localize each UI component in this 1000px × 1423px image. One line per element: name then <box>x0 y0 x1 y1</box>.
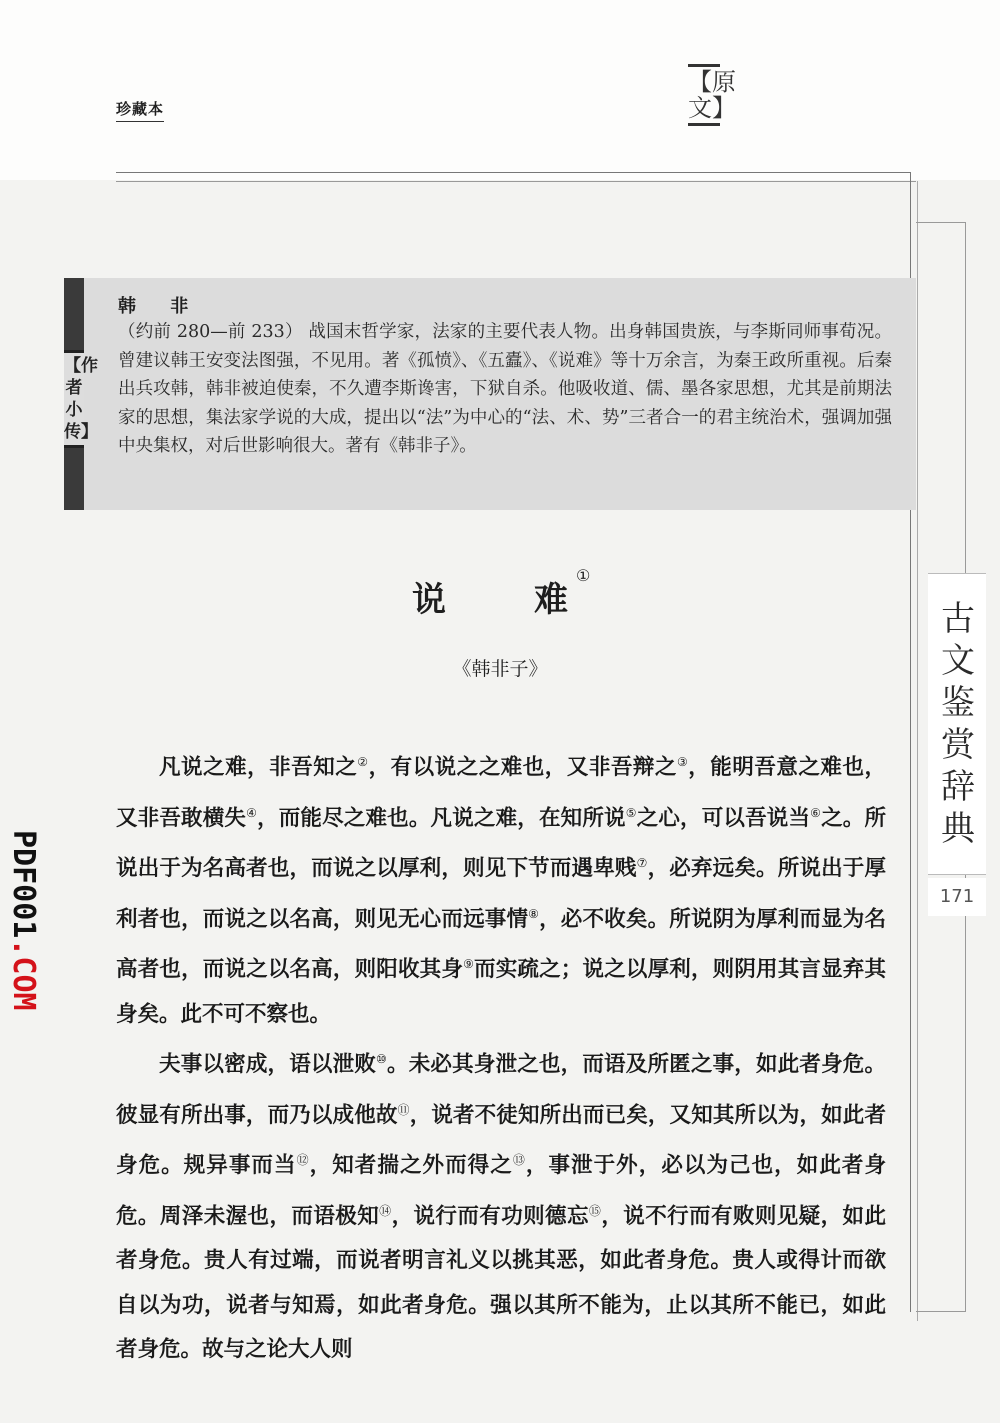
page-number: 171 <box>928 878 986 916</box>
article-source: 《韩非子》 <box>452 658 548 680</box>
footnote-marker: ③ <box>676 755 689 769</box>
text-run: 之心，可以吾说当 <box>636 805 811 831</box>
frame-line <box>116 172 910 173</box>
text-run: ，说行而有功则德忘 <box>391 1203 589 1229</box>
watermark-prefix: PDF001 <box>6 830 41 939</box>
text-run: ，能明吾意之难也，又非吾敢横失 <box>116 755 886 831</box>
frame-line <box>916 1311 966 1312</box>
author-bio-text: （约前 280—前 233） 战国末哲学家，法家的主要代表人物。出身韩国贵族，与李斯同师事荀况。曾建议韩王安变法图强，不见用。著《孤愤》、《五蠹》、《说难》等十万余言，为秦王政所重视。后秦出兵攻韩，韩非被迫使秦，不久遭李斯谗害，下狱自杀。他吸收道、儒、墨各家思想，尤其是前期法家的思想，集法家学说的大成，提出以“法”为中心的“法、术、势”三者合一的君主统治术，强调加强中央集权，对后世影响很大。著有《韩非子》。 <box>118 322 892 456</box>
text-run: 夫事以密成，语以泄败 <box>159 1052 377 1077</box>
text-run: ，知者揣之外而得之 <box>309 1153 513 1178</box>
article-body <box>116 740 886 1373</box>
text-run: ，事泄于外，必以为己也，如此者身危。周泽未渥也，而语极知 <box>116 1153 886 1229</box>
section-tab: 【原文】 <box>688 64 720 126</box>
footnote-marker: ⑫ <box>296 1153 310 1167</box>
text-run: ，必弃远矣。所说出于厚利者也，而说之以名高，则见无心而远事情 <box>116 856 886 932</box>
footnote-marker: ⑨ <box>463 957 475 971</box>
article-title <box>380 566 620 632</box>
body-paragraph <box>116 740 886 1037</box>
author-name: 韩 非 <box>118 296 203 317</box>
text-run: ，有以说之之难也，又非吾辩之 <box>368 755 677 780</box>
text-run: ，而能尽之难也。凡说之难，在知所说 <box>257 805 626 831</box>
title-footnote-marker: ① <box>576 566 591 585</box>
footnote-marker: ⑧ <box>528 906 540 921</box>
footnote-marker: ⑭ <box>379 1203 392 1218</box>
footnote-marker: ⑤ <box>625 805 637 820</box>
frame-line <box>917 181 918 1321</box>
text-run: ，必不收矣。所说阴为厚利而显为名高者也，而说之以名高，则阳收其身 <box>116 906 886 982</box>
text-run: 。未必其身泄之也，而语及所匿之事，如此者身危。彼显有所出事，而乃以成他故 <box>116 1052 886 1128</box>
watermark-suffix: .COM <box>6 938 41 1011</box>
footnote-marker: ② <box>357 755 369 769</box>
collection-label: 珍藏本 <box>116 98 164 122</box>
body-paragraph <box>116 1037 886 1373</box>
title-char: 难 <box>534 580 568 620</box>
footnote-marker: ⑮ <box>588 1203 602 1218</box>
footnote-marker: ④ <box>246 805 258 820</box>
footnote-marker: ⑥ <box>810 805 822 820</box>
page-header-area <box>0 0 1000 180</box>
author-bio-tab-label: 【作者小传】 <box>64 350 84 448</box>
watermark <box>4 830 41 1011</box>
text-run: 而实疏之；说之以厚利，则阴用其言显弃其身矣。此不可不察也。 <box>116 957 886 1027</box>
book-title: 古文鉴赏辞典 <box>941 599 975 849</box>
text-run: ，说不行而有败则见疑，如此者身危。贵人有过端，而说者明言礼义以挑其恶，如此者身危。贵人或得计而欲自以为功，说者与知焉，如此者身危。强以其所不能为，止以其所不能已，如此者身危。故与之论大人则 <box>116 1203 886 1362</box>
frame-line <box>916 222 966 223</box>
text-run: 之。所说出于为名高者也，而说之以厚利，则见下节而遇卑贱 <box>116 805 886 881</box>
footnote-marker: ⑩ <box>376 1052 388 1066</box>
footnote-marker: ⑦ <box>636 856 648 870</box>
text-run: ，说者不徒知所出而已矣，又知其所以为，如此者身危。规异事而当 <box>116 1102 886 1178</box>
footnote-marker: ⑬ <box>512 1153 526 1167</box>
frame-line <box>116 181 916 182</box>
text-run: 凡说之难，非吾知之 <box>159 755 358 780</box>
title-char: 说 <box>412 580 446 620</box>
footnote-marker: ⑪ <box>397 1102 410 1117</box>
